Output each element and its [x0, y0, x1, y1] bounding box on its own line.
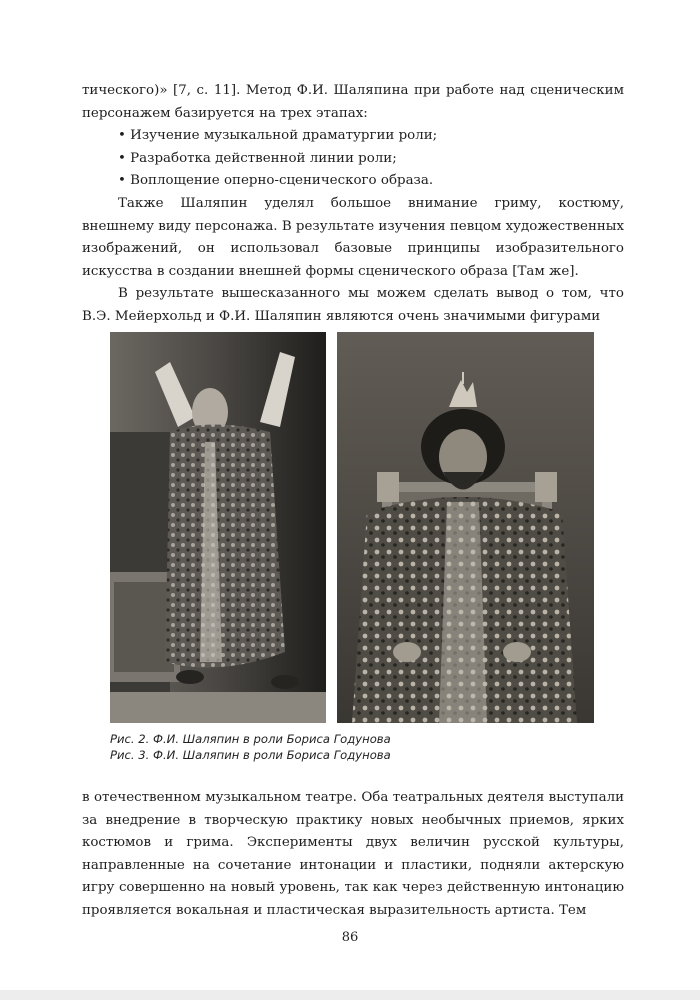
- paragraph-4: в отечественном музыкальном театре. Оба театральных деятеля выступали за внедрение в творческую практику новых необычных приемов, ярких костюмов и грима. Эксперименты двух величин русской культуры, направленные на сочетание интонации и пластики, подняли актерскую игру совершенно на новый уровень, так как через действенную интонацию проявляется вокальная и пластическая выразительность артиста. Тем: [82, 790, 624, 918]
- body-text-top: [82, 80, 624, 329]
- figure-2-photo: [110, 332, 326, 723]
- paragraph-2: Также Шаляпин уделял большое внимание гриму, костюму, внешнему виду персонажа. В результате изучения певцом художественных изображений, он использовал базовые принципы изобразительного искусства в создании внешней формы сценического образа [Там же].: [82, 195, 624, 279]
- bullet-item-3: • Воплощение оперно-сценического образа.: [118, 173, 434, 189]
- figure-3-photo: [337, 332, 594, 723]
- photo-seated-figure: [337, 332, 594, 723]
- caption-figure-3: Рис. 3. Ф.И. Шаляпин в роли Бориса Годунова: [110, 748, 391, 762]
- figure-captions: [110, 731, 610, 763]
- body-text-bottom: [82, 787, 624, 923]
- paragraph-3: В результате вышесказанного мы можем сделать вывод о том, что В.Э. Мейерхольд и Ф.И. Шаляпин являются очень значимыми фигурами: [82, 286, 624, 324]
- paragraph-1: тического)» [7, с. 11]. Метод Ф.И. Шаляпина при работе над сценическим персонажем базируется на трех этапах:: [82, 83, 624, 121]
- bullet-item-1: • Изучение музыкальной драматургии роли;: [118, 128, 438, 144]
- caption-figure-2: Рис. 2. Ф.И. Шаляпин в роли Бориса Годунова: [110, 732, 391, 746]
- page-number: 86: [341, 930, 359, 945]
- bullet-item-2: • Разработка действенной линии роли;: [118, 150, 397, 166]
- photo-standing-figure: [110, 332, 326, 723]
- screen-bottom-strip: [0, 990, 700, 1000]
